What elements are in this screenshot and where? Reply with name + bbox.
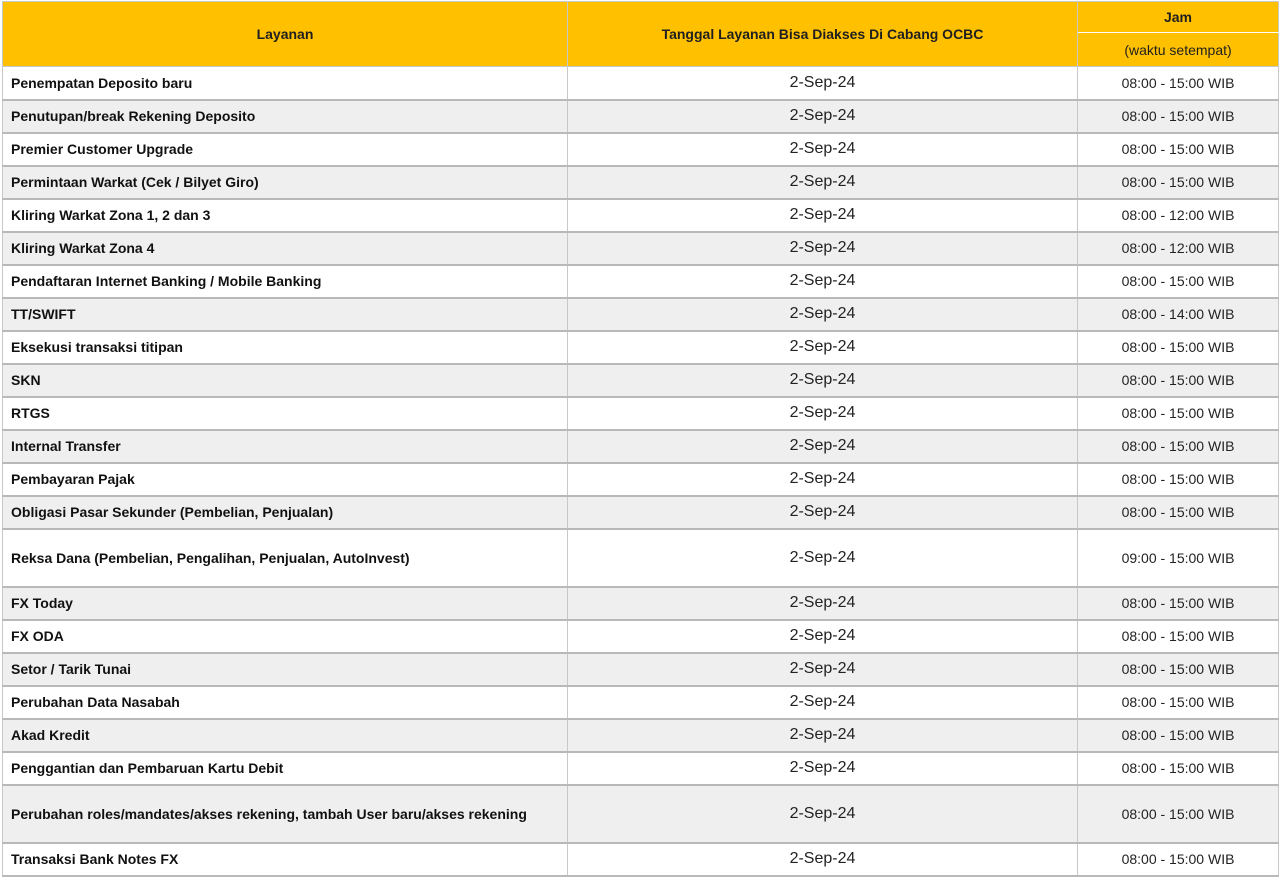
service-cell: Penggantian dan Pembaruan Kartu Debit <box>3 752 568 785</box>
table-row <box>3 463 1279 496</box>
hours-cell: 08:00 - 15:00 WIB <box>1078 785 1279 843</box>
table-row <box>3 397 1279 430</box>
date-cell: 2-Sep-24 <box>568 752 1078 785</box>
hours-cell: 08:00 - 15:00 WIB <box>1078 166 1279 199</box>
date-cell: 2-Sep-24 <box>568 298 1078 331</box>
service-schedule-table-container <box>2 1 1278 877</box>
hours-cell: 08:00 - 14:00 WIB <box>1078 298 1279 331</box>
table-body <box>3 67 1279 876</box>
date-cell: 2-Sep-24 <box>568 265 1078 298</box>
date-cell: 2-Sep-24 <box>568 100 1078 133</box>
date-cell: 2-Sep-24 <box>568 496 1078 529</box>
table-row <box>3 331 1279 364</box>
service-cell: FX ODA <box>3 620 568 653</box>
table-row <box>3 719 1279 752</box>
date-cell: 2-Sep-24 <box>568 430 1078 463</box>
service-cell: FX Today <box>3 587 568 620</box>
hours-cell: 08:00 - 15:00 WIB <box>1078 752 1279 785</box>
date-cell: 2-Sep-24 <box>568 719 1078 752</box>
header-hours: Jam <box>1078 2 1279 33</box>
service-cell: Reksa Dana (Pembelian, Pengalihan, Penjualan, AutoInvest) <box>3 529 568 587</box>
table-row <box>3 67 1279 100</box>
hours-cell: 08:00 - 12:00 WIB <box>1078 199 1279 232</box>
service-cell: SKN <box>3 364 568 397</box>
service-cell: Kliring Warkat Zona 4 <box>3 232 568 265</box>
service-cell: Pembayaran Pajak <box>3 463 568 496</box>
service-cell: Eksekusi transaksi titipan <box>3 331 568 364</box>
hours-cell: 08:00 - 15:00 WIB <box>1078 265 1279 298</box>
hours-cell: 09:00 - 15:00 WIB <box>1078 529 1279 587</box>
table-row <box>3 686 1279 719</box>
table-row <box>3 620 1279 653</box>
table-row <box>3 653 1279 686</box>
table-row <box>3 364 1279 397</box>
date-cell: 2-Sep-24 <box>568 199 1078 232</box>
date-cell: 2-Sep-24 <box>568 620 1078 653</box>
service-cell: Kliring Warkat Zona 1, 2 dan 3 <box>3 199 568 232</box>
service-schedule-table <box>2 1 1279 877</box>
table-row <box>3 199 1279 232</box>
table-header <box>3 2 1279 67</box>
hours-cell: 08:00 - 15:00 WIB <box>1078 397 1279 430</box>
hours-cell: 08:00 - 15:00 WIB <box>1078 653 1279 686</box>
date-cell: 2-Sep-24 <box>568 843 1078 876</box>
hours-cell: 08:00 - 12:00 WIB <box>1078 232 1279 265</box>
service-cell: Akad Kredit <box>3 719 568 752</box>
service-cell: Internal Transfer <box>3 430 568 463</box>
date-cell: 2-Sep-24 <box>568 529 1078 587</box>
table-row <box>3 529 1279 587</box>
table-row <box>3 430 1279 463</box>
hours-cell: 08:00 - 15:00 WIB <box>1078 133 1279 166</box>
hours-cell: 08:00 - 15:00 WIB <box>1078 843 1279 876</box>
hours-cell: 08:00 - 15:00 WIB <box>1078 496 1279 529</box>
table-row <box>3 496 1279 529</box>
date-cell: 2-Sep-24 <box>568 653 1078 686</box>
table-row <box>3 100 1279 133</box>
date-cell: 2-Sep-24 <box>568 133 1078 166</box>
table-row <box>3 265 1279 298</box>
table-row <box>3 785 1279 843</box>
date-cell: 2-Sep-24 <box>568 463 1078 496</box>
table-row <box>3 843 1279 876</box>
service-cell: RTGS <box>3 397 568 430</box>
hours-cell: 08:00 - 15:00 WIB <box>1078 719 1279 752</box>
table-row <box>3 166 1279 199</box>
hours-cell: 08:00 - 15:00 WIB <box>1078 620 1279 653</box>
service-cell: Perubahan roles/mandates/akses rekening, tambah User baru/akses rekening <box>3 785 568 843</box>
service-cell: Transaksi Bank Notes FX <box>3 843 568 876</box>
hours-cell: 08:00 - 15:00 WIB <box>1078 100 1279 133</box>
date-cell: 2-Sep-24 <box>568 166 1078 199</box>
hours-cell: 08:00 - 15:00 WIB <box>1078 67 1279 100</box>
hours-cell: 08:00 - 15:00 WIB <box>1078 364 1279 397</box>
service-cell: TT/SWIFT <box>3 298 568 331</box>
service-cell: Pendaftaran Internet Banking / Mobile Banking <box>3 265 568 298</box>
header-date: Tanggal Layanan Bisa Diakses Di Cabang OCBC <box>568 2 1078 67</box>
header-service: Layanan <box>3 2 568 67</box>
hours-cell: 08:00 - 15:00 WIB <box>1078 430 1279 463</box>
service-cell: Penutupan/break Rekening Deposito <box>3 100 568 133</box>
table-row <box>3 232 1279 265</box>
date-cell: 2-Sep-24 <box>568 232 1078 265</box>
date-cell: 2-Sep-24 <box>568 364 1078 397</box>
service-cell: Obligasi Pasar Sekunder (Pembelian, Penjualan) <box>3 496 568 529</box>
table-row <box>3 133 1279 166</box>
table-row <box>3 298 1279 331</box>
date-cell: 2-Sep-24 <box>568 67 1078 100</box>
date-cell: 2-Sep-24 <box>568 587 1078 620</box>
service-cell: Perubahan Data Nasabah <box>3 686 568 719</box>
date-cell: 2-Sep-24 <box>568 331 1078 364</box>
hours-cell: 08:00 - 15:00 WIB <box>1078 587 1279 620</box>
service-cell: Premier Customer Upgrade <box>3 133 568 166</box>
hours-cell: 08:00 - 15:00 WIB <box>1078 463 1279 496</box>
service-cell: Setor / Tarik Tunai <box>3 653 568 686</box>
date-cell: 2-Sep-24 <box>568 785 1078 843</box>
table-row <box>3 587 1279 620</box>
table-row <box>3 752 1279 785</box>
hours-cell: 08:00 - 15:00 WIB <box>1078 331 1279 364</box>
service-cell: Penempatan Deposito baru <box>3 67 568 100</box>
date-cell: 2-Sep-24 <box>568 397 1078 430</box>
service-cell: Permintaan Warkat (Cek / Bilyet Giro) <box>3 166 568 199</box>
date-cell: 2-Sep-24 <box>568 686 1078 719</box>
header-hours-subtitle: (waktu setempat) <box>1078 33 1279 67</box>
hours-cell: 08:00 - 15:00 WIB <box>1078 686 1279 719</box>
